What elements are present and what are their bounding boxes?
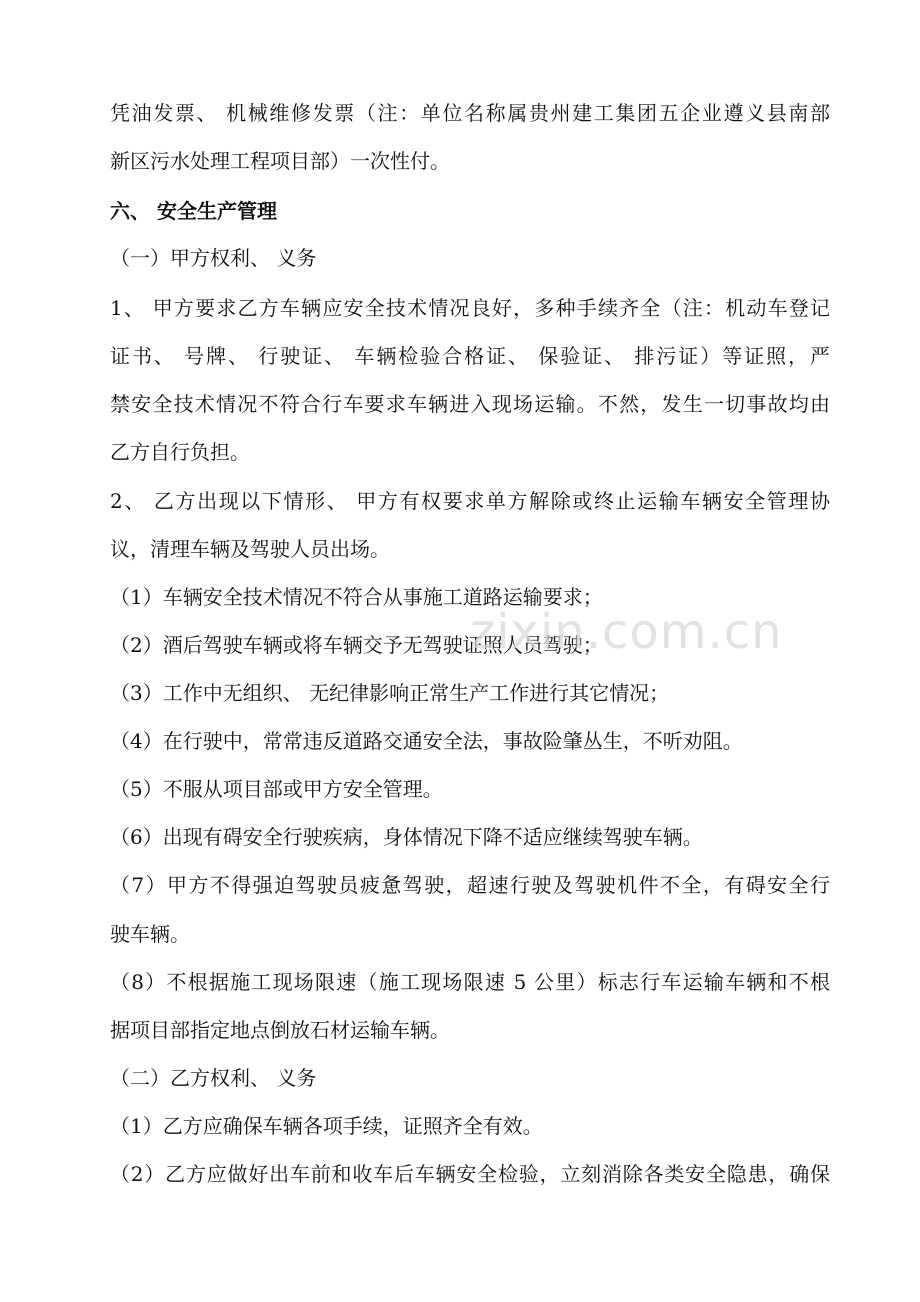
text-line-7: 禁安全技术情况不符合行车要求车辆进入现场运输。不然，发生一切事故均由 (110, 392, 830, 416)
list-item-8-continued: 据项目部指定地点倒放石材运输车辆。 (110, 1018, 450, 1042)
list-item-2: （2）酒后驾驶车辆或将车辆交予无驾驶证照人员驾驶； (110, 633, 603, 657)
list-item-7-continued: 驶车辆。 (110, 922, 190, 946)
list-item-1: （1）车辆安全技术情况不符合从事施工道路运输要求； (110, 585, 603, 609)
text-line-9: 2、 乙方出现以下情形、 甲方有权要求单方解除或终止运输车辆安全管理协 (110, 489, 830, 513)
text-line-10: 议，清理车辆及驾驶人员出场。 (110, 537, 390, 561)
list-item-7: （7）甲方不得强迫驾驶员疲惫驾驶，超速行驶及驾驶机件不全，有碍安全行 (110, 873, 830, 897)
list-item-b2: （2）乙方应做好出车前和收车后车辆安全检验，立刻消除各类安全隐患，确保 (110, 1162, 830, 1186)
text-line-2: 新区污水处理工程项目部）一次性付。 (110, 149, 450, 173)
text-line-6: 证书、 号牌、 行驶证、 车辆检验合格证、 保验证、 排污证）等证照，严 (110, 344, 830, 368)
list-item-3: （3）工作中无组织、 无纪律影响正常生产工作进行其它情况； (110, 681, 670, 705)
list-item-b1: （1）乙方应确保车辆各项手续，证照齐全有效。 (110, 1114, 543, 1138)
watermark: zixin.com.cn (470, 604, 783, 660)
list-item-4: （4）在行驶中，常常违反道路交通安全法，事故险肇丛生，不听劝阻。 (110, 729, 743, 753)
list-item-8: （8）不根据施工现场限速（施工现场限速 5 公里）标志行车运输车辆和不根 (110, 970, 830, 994)
section-heading: 六、 安全生产管理 (110, 199, 277, 223)
text-line-5: 1、 甲方要求乙方车辆应安全技术情况良好，多种手续齐全（注：机动车登记 (110, 296, 830, 320)
subsection-heading-party-b: （二）乙方权利、 义务 (110, 1066, 317, 1090)
list-item-6: （6）出现有碍安全行驶疾病，身体情况下降不适应继续驾驶车辆。 (110, 825, 703, 849)
list-item-5: （5）不服从项目部或甲方安全管理。 (110, 777, 443, 801)
subsection-heading-party-a: （一）甲方权利、 义务 (110, 246, 317, 270)
text-line-1: 凭油发票、 机械维修发票（注：单位名称属贵州建工集团五企业遵义县南部 (110, 101, 830, 125)
text-line-8: 乙方自行负担。 (110, 440, 250, 464)
